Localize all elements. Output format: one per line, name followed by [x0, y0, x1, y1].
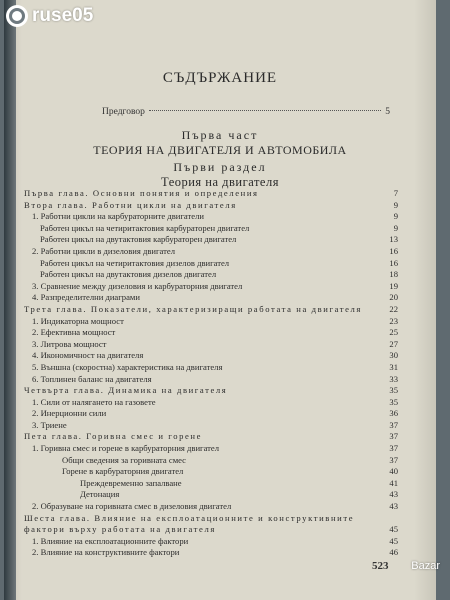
part-subtitle: ТЕОРИЯ НА ДВИГАТЕЛЯ И АВТОМОБИЛА [93, 143, 347, 157]
toc-entry-title: 1. Индикаторна мощност [32, 315, 124, 326]
toc-entry [24, 455, 398, 467]
preface-page: 5 [385, 107, 390, 117]
toc-entry-title: 3. Литрова мощност [32, 338, 107, 349]
toc-entry-title: Втора глава. Работни цикли на двигателя [24, 199, 237, 210]
toc-entry [24, 292, 398, 304]
toc-entry [24, 234, 398, 246]
toc-entry-title: 2. Ефективна мощност [32, 327, 116, 338]
toc-entry-title: 4. Икономичност на двигателя [32, 350, 144, 361]
toc-entry-page: 43 [389, 489, 398, 500]
toc-entry [24, 188, 398, 200]
toc-entry-title: 1. Горивна смес и горене в карбураторния двигател [32, 443, 220, 454]
toc-entry-title: 2. Влияние на конструктивните фактори [32, 547, 180, 558]
toc-entry [24, 200, 398, 212]
toc-entry-page: 37 [389, 443, 398, 454]
toc-entry-page: 27 [389, 338, 398, 349]
toc-entry-title: Четвърта глава. Динамика на двигателя [24, 385, 228, 396]
toc-entry-title: 2. Работни цикли в дизеловия двигател [32, 245, 175, 256]
toc-entry-title: Пета глава. Горивна смес и горене [24, 431, 203, 442]
section-title: Първи раздел [173, 160, 267, 174]
toc-entry [24, 246, 398, 258]
toc-entry-page: 7 [393, 188, 398, 198]
toc-entry-title: Шеста глава. Влияние на експлоатационните и конструктивните фактори върху работата на двигателя [24, 512, 355, 535]
toc-entry-title: 3. Сравнение между дизеловия и карбураторния двигател [32, 280, 243, 291]
toc-entry [24, 408, 398, 420]
toc-entry [24, 443, 398, 455]
toc-entry [24, 316, 398, 328]
toc-entry-page: 45 [389, 524, 398, 535]
toc-entry-page: 31 [389, 361, 398, 372]
section-subtitle: Теория на двигателя [161, 175, 279, 189]
toc-entry-page: 25 [389, 327, 398, 338]
toc-entry [24, 420, 398, 432]
toc-entry-page: 37 [389, 431, 398, 442]
toc-entry [24, 269, 398, 281]
leader-dots [149, 110, 381, 111]
toc-entry [24, 466, 398, 478]
toc-entry [24, 478, 398, 490]
toc-entry [24, 223, 398, 235]
toc-entry-page: 20 [389, 292, 398, 303]
watermark-bottom-text: Bazar [411, 560, 440, 572]
watermark-bottom [362, 560, 440, 594]
toc-entry [24, 327, 398, 339]
toc-entry-title: 1. Работни цикли на карбураторните двигатели [32, 211, 204, 222]
toc-entry-page: 22 [389, 303, 398, 314]
preface-label: Предговор [102, 107, 145, 117]
toc-entry-page: 16 [389, 245, 398, 256]
toc-entry-page: 35 [389, 385, 398, 396]
page-number: 523 [372, 560, 389, 572]
toc-entry-title: Работен цикъл на двутактовия карбураторен двигател [40, 234, 237, 245]
toc-entry-page: 46 [389, 547, 398, 558]
toc-entry-title: Общи сведения за горивната смес [62, 454, 186, 465]
toc-entry-title: 2. Инерционни сили [32, 408, 107, 419]
toc-entry-page: 19 [389, 280, 398, 291]
preface-entry [102, 107, 390, 117]
table-of-contents [24, 188, 398, 559]
watermark-logo-icon [6, 5, 28, 27]
toc-entry [24, 304, 398, 316]
toc-entry-title: Работен цикъл на четиритактовия карбураторен двигател [40, 222, 250, 233]
toc-entry [24, 374, 398, 386]
contents-title: СЪДЪРЖАНИЕ [162, 70, 278, 86]
toc-entry [24, 385, 398, 397]
toc-entry-title: Преждевременно запалване [80, 477, 182, 488]
toc-entry [24, 513, 398, 536]
toc-entry-title: Работен цикъл на четиритактовия дизелов двигател [40, 257, 230, 268]
toc-entry-title: 1. Влияние на експлоатационните фактори [32, 535, 189, 546]
toc-entry [24, 547, 398, 559]
toc-entry-page: 33 [389, 373, 398, 384]
toc-entry-page: 30 [389, 350, 398, 361]
toc-entry-title: Първа глава. Основни понятия и определения [24, 188, 259, 198]
toc-entry [24, 362, 398, 374]
toc-entry [24, 350, 398, 362]
toc-entry [24, 501, 398, 513]
toc-entry-page: 37 [389, 454, 398, 465]
toc-entry-page: 9 [393, 222, 398, 233]
toc-entry-title: 5. Външна (скоростна) характеристика на двигателя [32, 361, 223, 372]
toc-entry-title: 2. Образуване на горивната смес в дизеловия двигател [32, 501, 232, 512]
toc-entry-page: 43 [389, 501, 398, 512]
toc-entry-page: 9 [393, 211, 398, 222]
toc-entry-title: 4. Разпределителни диаграми [32, 292, 140, 303]
toc-entry [24, 258, 398, 270]
toc-entry-page: 16 [389, 257, 398, 268]
watermark-top [6, 5, 93, 27]
toc-entry-page: 35 [389, 396, 398, 407]
toc-entry [24, 281, 398, 293]
toc-entry-page: 23 [389, 315, 398, 326]
toc-entry [24, 536, 398, 548]
toc-entry-title: Горене в карбураторния двигател [62, 466, 184, 477]
toc-entry-title: Трета глава. Показатели, характеризиращи работата на двигателя [24, 303, 362, 314]
toc-entry-page: 36 [389, 408, 398, 419]
toc-entry-title: 3. Триене [32, 419, 67, 430]
toc-entry-title: 1. Сили от налягането на газовете [32, 396, 156, 407]
part-title: Първа част [181, 128, 259, 142]
watermark-top-text: ruse05 [32, 5, 94, 26]
toc-entry-title: Работен цикъл на двутактовия дизелов двигател [40, 269, 217, 280]
toc-entry-page: 18 [389, 269, 398, 280]
toc-entry-page: 37 [389, 419, 398, 430]
toc-entry-page: 13 [389, 234, 398, 245]
toc-entry [24, 397, 398, 409]
toc-entry [24, 431, 398, 443]
book-page [4, 0, 436, 600]
toc-entry-page: 40 [389, 466, 398, 477]
toc-entry [24, 489, 398, 501]
toc-entry-page: 45 [389, 535, 398, 546]
toc-entry-title: Детонация [80, 489, 120, 500]
toc-entry [24, 211, 398, 223]
toc-entry-page: 9 [393, 199, 398, 210]
toc-entry [24, 339, 398, 351]
book-spine [4, 0, 16, 600]
toc-entry-title: 6. Топлинен баланс на двигателя [32, 373, 152, 384]
toc-entry-page: 41 [389, 477, 398, 488]
